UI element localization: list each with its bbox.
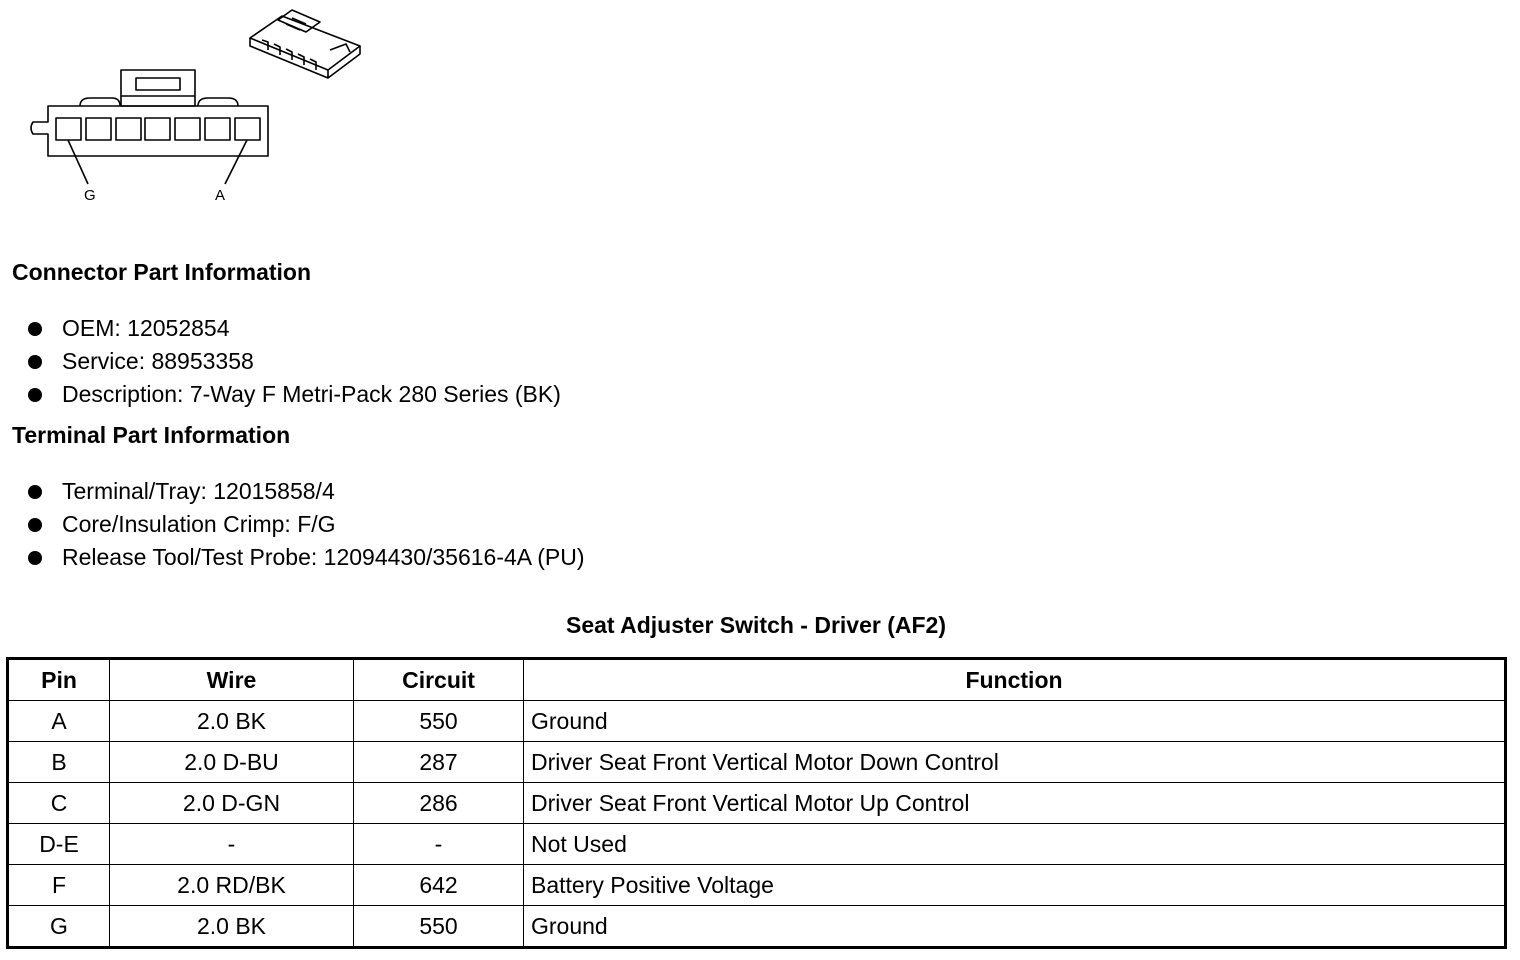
cell-pin: B	[8, 742, 110, 783]
cell-function: Not Used	[524, 824, 1506, 865]
cell-circuit: 550	[354, 906, 524, 948]
cell-function: Ground	[524, 701, 1506, 742]
cell-pin: D-E	[8, 824, 110, 865]
bullet-icon	[28, 551, 42, 565]
terminal-part-heading: Terminal Part Information	[12, 422, 291, 448]
table-row	[8, 701, 1506, 742]
connector-diagram	[0, 0, 380, 220]
terminal-part-list	[28, 475, 585, 574]
header-function: Function	[524, 659, 1506, 701]
cell-wire: 2.0 D-GN	[110, 783, 354, 824]
connector-face	[31, 70, 268, 184]
bullet-icon	[28, 322, 42, 336]
bullet-icon	[28, 518, 42, 532]
list-item-text: Terminal/Tray: 12015858/4	[62, 478, 335, 504]
cell-function: Driver Seat Front Vertical Motor Down Control	[524, 742, 1506, 783]
cell-function: Driver Seat Front Vertical Motor Up Control	[524, 783, 1506, 824]
list-item-text: OEM: 12052854	[62, 315, 230, 341]
cell-wire: 2.0 BK	[110, 906, 354, 948]
list-item-text: Description: 7-Way F Metri-Pack 280 Series (BK)	[62, 381, 561, 407]
table-row	[8, 783, 1506, 824]
list-item	[28, 475, 585, 508]
bullet-icon	[28, 355, 42, 369]
table-header-row	[8, 659, 1506, 701]
list-item	[28, 345, 561, 378]
bullet-icon	[28, 485, 42, 499]
cell-circuit: 286	[354, 783, 524, 824]
list-item	[28, 541, 585, 574]
cell-pin: A	[8, 701, 110, 742]
table-row	[8, 865, 1506, 906]
list-item-text: Release Tool/Test Probe: 12094430/35616-4A (PU)	[62, 544, 585, 570]
table-row	[8, 824, 1506, 865]
cell-pin: F	[8, 865, 110, 906]
cell-circuit: 642	[354, 865, 524, 906]
cell-wire: 2.0 D-BU	[110, 742, 354, 783]
table-row	[8, 742, 1506, 783]
table-row	[8, 906, 1506, 948]
cell-wire: -	[110, 824, 354, 865]
cell-circuit: 287	[354, 742, 524, 783]
cell-wire: 2.0 RD/BK	[110, 865, 354, 906]
connector-part-heading: Connector Part Information	[12, 259, 312, 285]
list-item	[28, 378, 561, 411]
pin-label-a: A	[215, 187, 226, 204]
header-wire: Wire	[110, 659, 354, 701]
pin-table-title: Seat Adjuster Switch - Driver (AF2)	[565, 612, 946, 638]
cell-function: Ground	[524, 906, 1506, 948]
cell-wire: 2.0 BK	[110, 701, 354, 742]
list-item	[28, 508, 585, 541]
connector-part-list	[28, 312, 561, 411]
connector-face-drawing	[0, 0, 380, 220]
cell-pin: G	[8, 906, 110, 948]
list-item	[28, 312, 561, 345]
cell-circuit: 550	[354, 701, 524, 742]
cell-circuit: -	[354, 824, 524, 865]
header-pin: Pin	[8, 659, 110, 701]
header-circuit: Circuit	[354, 659, 524, 701]
cell-function: Battery Positive Voltage	[524, 865, 1506, 906]
list-item-text: Service: 88953358	[62, 348, 254, 374]
pin-label-g: G	[84, 187, 96, 204]
cell-pin: C	[8, 783, 110, 824]
pin-table	[6, 657, 1507, 949]
connector-isometric-view	[250, 10, 360, 78]
list-item-text: Core/Insulation Crimp: F/G	[62, 511, 336, 537]
bullet-icon	[28, 388, 42, 402]
